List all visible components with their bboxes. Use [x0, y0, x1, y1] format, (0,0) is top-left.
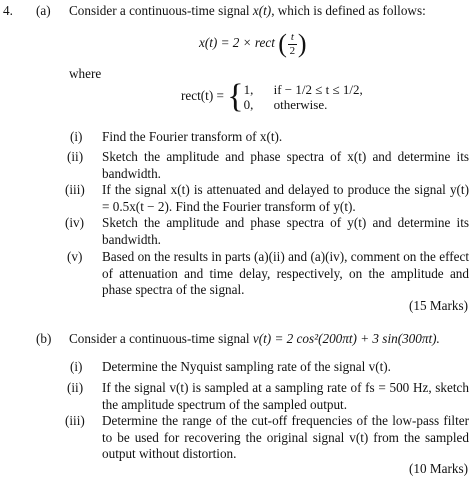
- part-a-label: (a): [36, 3, 51, 18]
- fraction-numerator: t: [290, 30, 294, 43]
- equation-rect: [181, 80, 363, 114]
- part-b-intro: [69, 331, 440, 348]
- case-1: [244, 82, 363, 97]
- part-b-intro-pre: Consider a continuous-time signal: [69, 331, 253, 346]
- part-b-item-3-num: (iii): [65, 413, 85, 428]
- case-1-condition: if − 1/2 ≤ t ≤ 1/2,: [273, 82, 363, 97]
- part-a-intro-signal: x(t): [252, 3, 272, 18]
- part-a-item-2-num: (ii): [67, 149, 84, 164]
- part-a-intro-post: , which is defined as follows:: [271, 3, 426, 18]
- part-a-item-4-text: Sketch the amplitude and phase spectra of y(t) and determine its bandwidth.: [102, 215, 469, 247]
- part-b-item-1-num: (i): [70, 359, 83, 374]
- equation-x-paren-open: (: [278, 29, 287, 58]
- part-a-item-3-num: (iii): [65, 182, 85, 197]
- equation-x-of-t: [199, 31, 307, 57]
- part-b-intro-equation: v(t) = 2 cos²(200πt) + 3 sin(300πt).: [252, 331, 440, 346]
- part-a-item-3-text: If the signal x(t) is attenuated and delayed to produce the signal y(t) = 0.5x(t − 2). Find the Fourier transform of y(t).: [102, 182, 469, 214]
- part-a-item-2-text: Sketch the amplitude and phase spectra of x(t) and determine its bandwidth.: [102, 149, 469, 181]
- part-a-item-1-num: (i): [70, 129, 83, 144]
- part-b-item-2-text: If the signal v(t) is sampled at a sampling rate of fs = 500 Hz, sketch the amplitude spectrum of the sampled output.: [102, 380, 469, 412]
- part-b-item-2-num: (ii): [67, 380, 84, 395]
- case-2-condition: otherwise.: [273, 97, 328, 112]
- part-b-label: (b): [36, 331, 52, 346]
- equation-rect-lhs: rect(t) =: [181, 88, 224, 104]
- case-1-value: 1,: [243, 82, 254, 97]
- case-2-value: 0,: [243, 97, 254, 112]
- equation-x-lhs: x(t) = 2 × rect: [199, 35, 275, 51]
- part-a-item-5-num: (v): [67, 249, 83, 264]
- equation-rect-cases: [244, 82, 363, 112]
- case-2: [244, 97, 363, 112]
- part-a-item-1-text: Find the Fourier transform of x(t).: [102, 129, 283, 144]
- part-b-item-3-text: Determine the range of the cut-off frequencies of the low-pass filter to be used for recovering the original signal v(t) from the sampled output without distortion.: [102, 413, 469, 461]
- equation-rect-brace: {: [227, 78, 244, 115]
- question-number: 4.: [3, 3, 13, 18]
- part-b-marks: (10 Marks): [409, 461, 468, 476]
- part-b-item-1-text: Determine the Nyquist sampling rate of the signal v(t).: [102, 359, 391, 374]
- part-a-marks: (15 Marks): [409, 298, 468, 313]
- fraction-denominator: 2: [289, 44, 296, 57]
- equation-x-fraction: [288, 32, 297, 57]
- part-a-intro: [69, 3, 426, 20]
- part-a-item-5-text: Based on the results in parts (a)(ii) and (a)(iv), comment on the effect of attenuation and time delay, respectively, on the amplitude and phase spectra of the signal.: [102, 249, 469, 297]
- part-a-item-4-num: (iv): [65, 215, 85, 230]
- equation-x-paren-close: ): [297, 29, 307, 58]
- where-label: where: [69, 66, 102, 81]
- part-a-intro-pre: Consider a continuous-time signal: [69, 3, 253, 18]
